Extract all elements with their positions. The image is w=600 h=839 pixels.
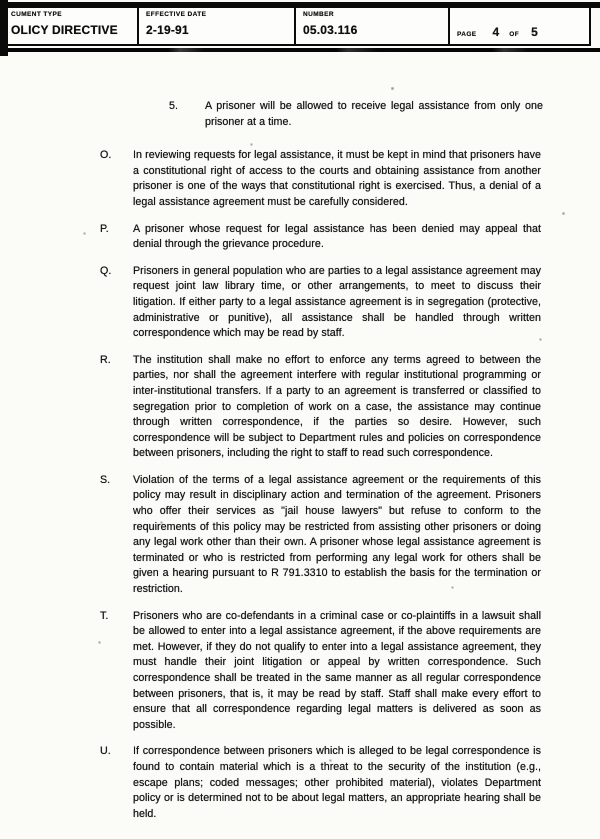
- section-text: If correspondence between prisoners which is alleged to be legal correspondence is found to contain material which is a threat to the security of the institution (e.g., escape plans; coded messages; other prohibited material), violates Department policy or is determined not to be about legal matters, an appropriate hearing shall be held.: [133, 745, 541, 820]
- lettered-section: [100, 353, 541, 462]
- lettered-section: [100, 222, 541, 253]
- header-cell-number: [296, 8, 450, 44]
- lettered-section: [100, 744, 541, 822]
- lettered-section: [100, 148, 541, 210]
- number-value: 05.03.116: [303, 23, 358, 37]
- header-cell-page: [450, 8, 589, 44]
- scan-left-edge-bar: [0, 0, 8, 56]
- effective-date-label: EFFECTIVE DATE: [146, 11, 207, 18]
- section-text: Prisoners who are co-defendants in a criminal case or co-plaintiffs in a lawsuit shall be allowed to enter into a legal assistance agreement, if the above requirements are met. However, if they do not qualify to enter into a legal assistance agreement, they must handle their joint litigation or appeal by written correspondence. Such correspondence shall be treated in the same manner as all regular correspondence between prisoners, that is, it may be read by staff. Staff shall make every effort to ensure that all correspondence regarding legal matters is delivered as soon as possible.: [133, 609, 541, 731]
- section-text: The institution shall make no effort to enforce any terms agreed to between the parties, nor shall the agreement interfere with regular institutional programming or inter-institutional transfers. If a party to an agreement is transferred or classified to segregation prior to completion of work on a case, the assistance may continue through written correspondence, if the parties so desire. However, such correspondence will be subject to Department rules and policies on correspondence between prisoners, including the right to staff to read such correspondence.: [133, 353, 541, 460]
- section-letter: U.: [100, 745, 111, 758]
- lettered-section: [100, 264, 541, 342]
- scan-smudge-line: [0, 48, 600, 52]
- document-body: [0, 99, 600, 822]
- section-letter: O.: [100, 149, 112, 162]
- lettered-section: [100, 609, 541, 734]
- page-of-label: OF: [509, 31, 520, 38]
- document-type-label: CUMENT TYPE: [11, 11, 62, 18]
- page-number: 4: [492, 25, 500, 39]
- section-letter: Q.: [100, 264, 112, 277]
- section-letter: P.: [100, 222, 109, 235]
- document-type-value: OLICY DIRECTIVE: [11, 23, 118, 37]
- number-label: NUMBER: [303, 11, 334, 18]
- section-text: Prisoners in general population who are parties to a legal assistance agreement may request joint law library time, or other arrangements, to meet to discuss their litigation. If either party to a legal assistance agreement is in segregation (protective, administrative or punitive), all assistance shall be handled through written correspondence which may be read by staff.: [133, 264, 541, 340]
- item-number: 5.: [169, 100, 179, 112]
- lettered-section: [100, 473, 541, 598]
- page-total: 5: [531, 25, 538, 39]
- section-letter: S.: [100, 473, 111, 486]
- header-cell-effective-date: [139, 8, 296, 44]
- section-letter: R.: [100, 353, 111, 366]
- numbered-item-5: [169, 99, 543, 130]
- section-letter: T.: [100, 609, 109, 622]
- section-text: A prisoner whose request for legal assistance has been denied may appeal that denial through the grievance procedure.: [133, 222, 541, 251]
- item-text: A prisoner will be allowed to receive legal assistance from only one prisoner at a time.: [205, 100, 543, 128]
- page-label: PAGE: [457, 31, 477, 38]
- document-header-table: [8, 8, 591, 46]
- section-text: In reviewing requests for legal assistance, it must be kept in mind that prisoners have a constitutional right of access to the courts and obtaining assistance from another prisoner is one of the ways that constitutional right is exercised. Thus, a denial of a legal assistance agreement must be carefully considered.: [133, 149, 541, 208]
- sections: [0, 148, 600, 822]
- header-cell-document-type: [8, 8, 139, 44]
- section-text: Violation of the terms of a legal assistance agreement or the requirements of this policy may result in disciplinary action and termination of the agreement. Prisoners who offer their services as "jail house lawyers" but refuse to conform to the requirements of this policy may be restricted from assisting other prisoners or doing any legal work other than their own. A prisoner whose legal assistance agreement is terminated or who is restricted from performing any legal work for others shall be given a hearing pursuant to R 791.3310 to establish the basis for the termination or restriction.: [133, 473, 541, 596]
- effective-date-value: 2-19-91: [146, 23, 189, 37]
